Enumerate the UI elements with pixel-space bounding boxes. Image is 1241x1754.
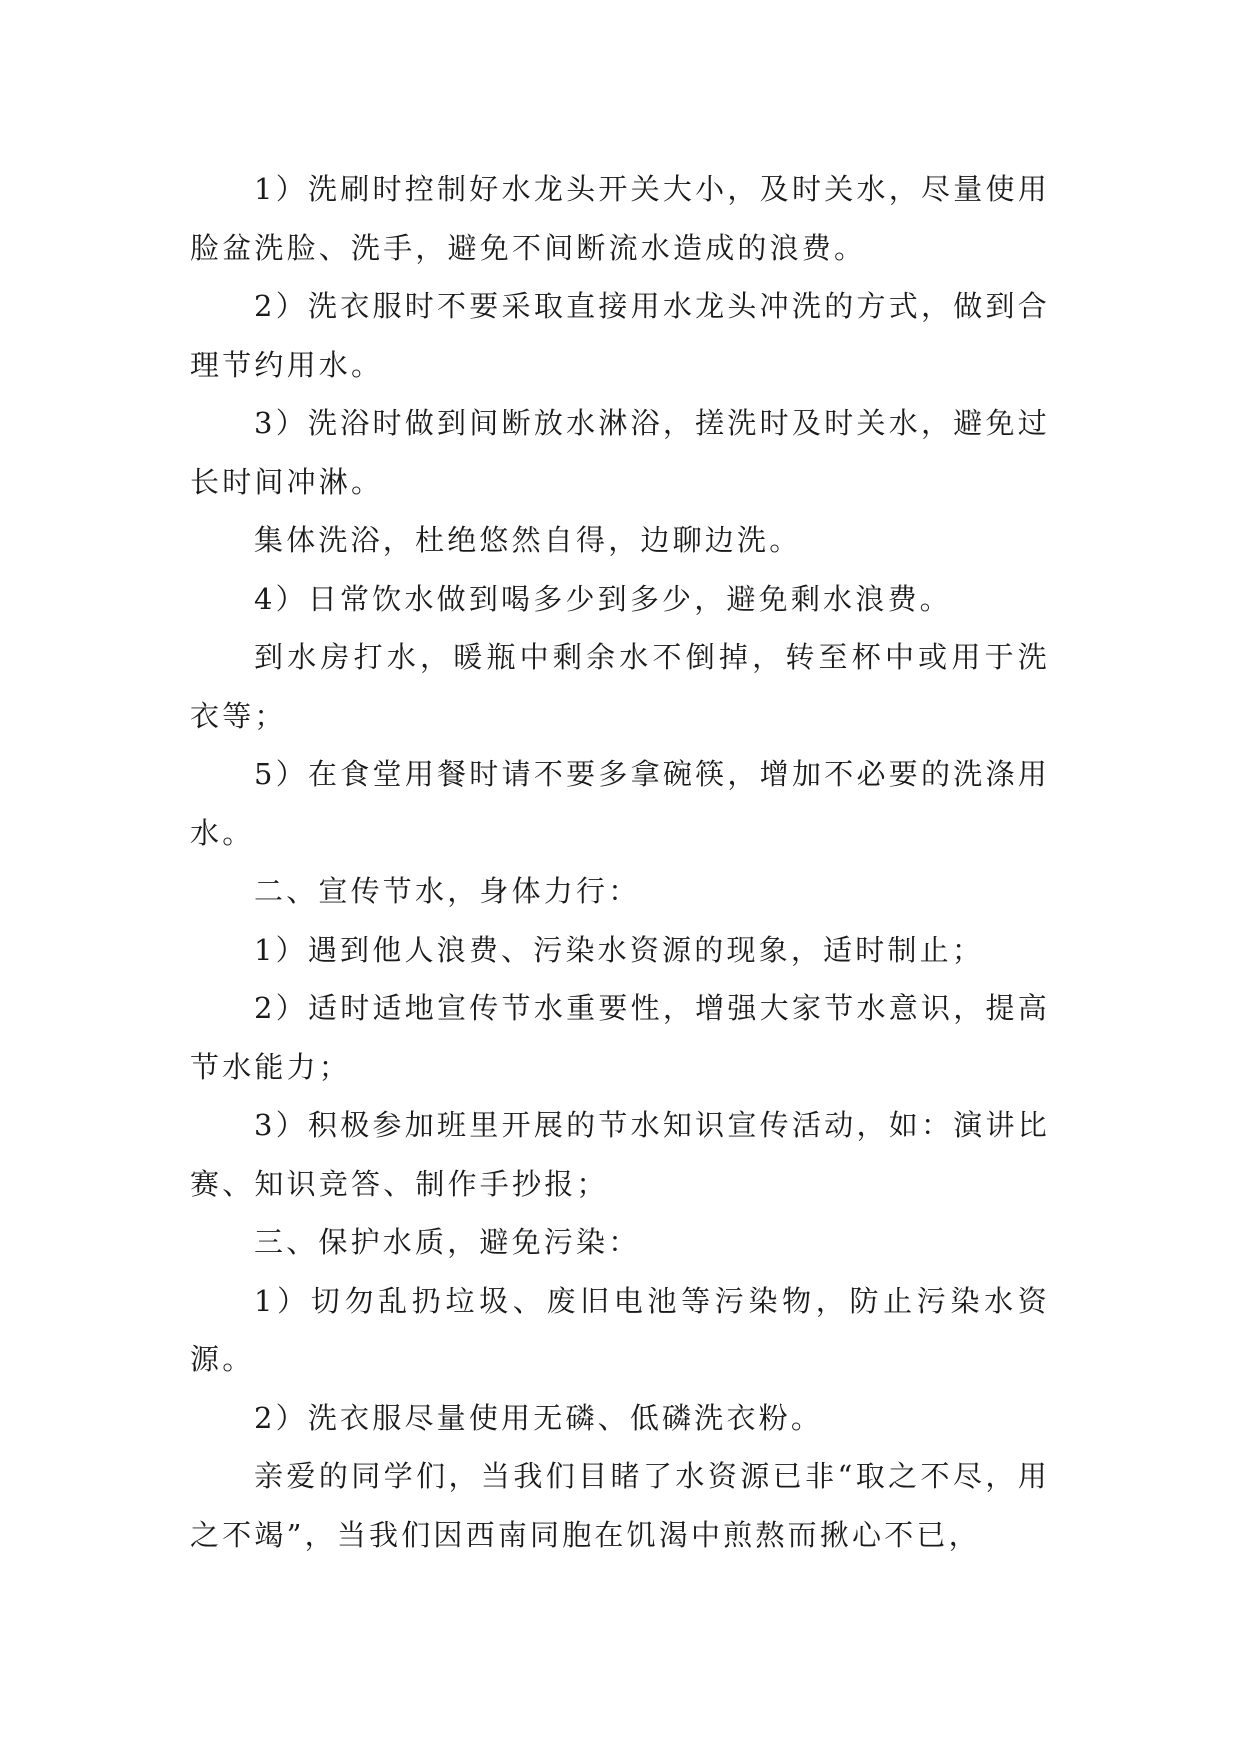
section-heading: 二、宣传节水，身体力行： xyxy=(254,874,641,908)
document-body xyxy=(190,160,1050,1564)
paragraph: 2）洗衣服时不要采取直接用水龙头冲洗的方式，做到合理节约用水。 xyxy=(190,289,1050,382)
paragraph: 5）在食堂用餐时请不要多拿碗筷，增加不必要的洗涤用水。 xyxy=(190,757,1050,850)
paragraph: 亲爱的同学们，当我们目睹了水资源已非“取之不尽，用之不竭”，当我们因西南同胞在饥渴中煎熬而揪心不已， xyxy=(190,1459,1050,1552)
paragraph: 2）适时适地宣传节水重要性，增强大家节水意识，提高节水能力； xyxy=(190,991,1050,1084)
paragraph: 到水房打水，暖瓶中剩余水不倒掉，转至杯中或用于洗衣等； xyxy=(190,640,1050,733)
paragraph: 1）洗刷时控制好水龙头开关大小，及时关水，尽量使用脸盆洗脸、洗手，避免不间断流水造成的浪费。 xyxy=(190,172,1050,265)
paragraph: 2）洗衣服尽量使用无磷、低磷洗衣粉。 xyxy=(254,1400,824,1435)
section-heading: 三、保护水质，避免污染： xyxy=(254,1225,641,1259)
paragraph: 3）积极参加班里开展的节水知识宣传活动，如：演讲比赛、知识竞答、制作手抄报； xyxy=(190,1108,1050,1201)
paragraph: 3）洗浴时做到间断放水淋浴，搓洗时及时关水，避免过长时间冲淋。 xyxy=(190,406,1050,499)
paragraph: 1）切勿乱扔垃圾、废旧电池等污染物，防止污染水资源。 xyxy=(190,1283,1050,1376)
paragraph: 集体洗浴，杜绝悠然自得，边聊边洗。 xyxy=(254,523,802,557)
paragraph: 4）日常饮水做到喝多少到多少，避免剩水浪费。 xyxy=(254,581,952,616)
paragraph: 1）遇到他人浪费、污染水资源的现象，适时制止； xyxy=(254,932,985,967)
